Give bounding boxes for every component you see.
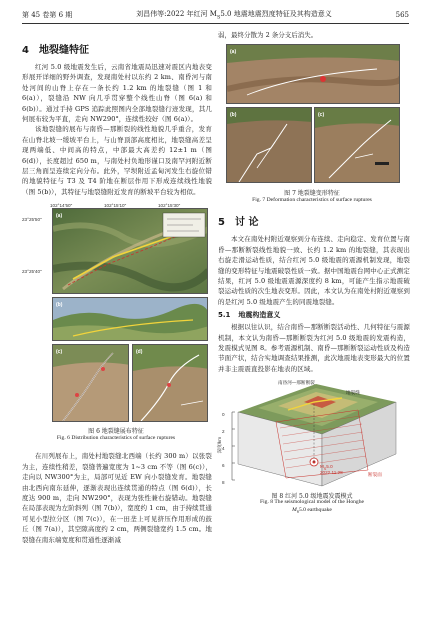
satellite-image-panel <box>52 208 208 294</box>
longitude-label: 102°15'10" <box>104 203 127 209</box>
panel-label: (c) <box>56 349 63 356</box>
photo-panel-b <box>226 107 312 183</box>
panel-label: (a) <box>56 213 63 220</box>
section-heading-5: 5 讨 论 <box>218 217 259 229</box>
fault-label: 南昏河—那断断裂 <box>278 380 315 386</box>
figure-7-caption: 图 7 地裂缝变形特征 <box>284 190 340 198</box>
landscape-photo <box>53 298 208 341</box>
figure-8-caption-en: Fig. 8 The seismological model of the Honghe $M_S5.0$ earthquake <box>260 499 364 514</box>
figure-6 <box>22 201 210 448</box>
event-date: 2022.11.28 <box>320 470 343 476</box>
subsection-heading-5-1: 5.1 地震构造意义 <box>218 311 281 320</box>
paragraph: 该地裂缝的展布与南昏—那断裂的线性地貌几乎重合，发育在山脊北坡一缓坡平台上，与山脊顶部高度相比，地裂缝高差呈现两端低、中间高的特点，中部最大高差约 12±1 m（图 6(d)），长度超过 650 m，与南处村负地形谨口及南罕河附近断层三角面呈连续定向分布。此外，罕坝附近孟甸河发生右旋位错的地貌特征与 T3 及 T4 阶地在断层作用下形成连续线性地貌（图 5(b)），其特征与地裂缝附近发育的断坡平台较为相似。 <box>22 125 212 196</box>
page-number: 565 <box>395 11 409 19</box>
event-label: $M_S5.0$ <box>320 464 333 472</box>
figure-8 <box>218 378 406 513</box>
ground-crack-photo <box>133 345 208 422</box>
depth-tick: 4 <box>222 446 225 452</box>
figure-6-caption-en: Fig. 6 Distribution characteristics of surface ruptures <box>56 435 176 442</box>
latitude-label: 23°25'40" <box>22 269 42 275</box>
paragraph: 本文在南处村附近观察到分布连续、走向稳定、发育位置与南昏—那断断裂线性地貌一致、长约 1.2 km 的地裂缝，其表现出右旋走滑运动性质，结合红河 5.0 级地震的震源机制发现，地裂缝的变形特征与地震破裂性质一致。据中国地震台网中心正式测定结果，红河 5.0 级地震震源深度约 8 km，可能产生指示地震破裂运动性质的次生地表变形。因此，本文认为在南处村附近观察到的是红河 5.0 级地震产生的同震地裂缝。 <box>218 235 410 306</box>
panel-label: (b) <box>56 302 63 309</box>
paragraph: 在川列展布上，南处村地裂缝北西端（长约 300 m）以张裂为主，连续性稍差，裂缝普遍宽度为 1~3 cm 不等（图 6(c)），走向以 NW300°为主，局部可见近 EW 向小裂缝发育。地裂缝由北西向南东延伸，逐渐表现出连续贯通的特点（图 6(d)），长度达 900 m，走向 NW290°，表现为张性兼右旋错动。地裂缝在局部表现为左阶斜列（图 7(b)），宽度约 1 cm，由于持续贯通可见小型拉分区（图 7(c)），在一田垄上可见挤压作用形成的鼓丘（图 7(a)），其空隙高度约 2 cm，两侧裂缝宽约 1.5 cm。地裂缝在南东端宽度和贯通性逐渐减 <box>22 452 212 544</box>
paragraph: 根据以往认识，结合南昏—那断断裂活动性、几何特征与震源机制，本文认为南昏—那断断裂为红河 5.0 级地震的发震构造，发震模式见图 8。参考震源机制、南昏—那断断裂运动性质及构造节面产状，结合实地调查结果推测，此次地震地表变形最大的位置并非主震震直投影在地表的区域。 <box>218 323 410 373</box>
longitude-label: 102°15'30" <box>158 203 181 209</box>
longitude-label: 102°14'50" <box>50 203 73 209</box>
field-photo <box>227 108 312 183</box>
panel-label: (d) <box>136 349 143 356</box>
ground-crack-photo <box>53 345 129 422</box>
depth-tick: 8 <box>222 480 225 486</box>
paragraph-continuation: 弱，最终分散为 2 条分支后消失。 <box>218 31 318 39</box>
running-header <box>22 10 409 24</box>
figure-6-caption: 图 6 地裂缝展布特征 <box>88 428 144 436</box>
panel-label: (b) <box>230 112 237 119</box>
rupture-label: 地裂缝 <box>346 390 360 396</box>
photo-panel-a <box>226 44 400 104</box>
paragraph: 红河 5.0 级地震发生后，云南省地震局迅速对震区内地表变形展开详细的野外调查，发现南处村以东约 2 km、南昏河与南处河间的山脊上存在一条长约 1.2 km 的地裂缝（图 1 和 6(a)），裂缝沿 NW 向几乎贯穿整个线性山脊（图 6(a) 和 6(b)）。通过手持 GPS 追踪此照图内全部地裂缝行迹发现，其几何展布较为平直，走向 NW290°，连续性较好（图 6(a)）。 <box>22 63 212 124</box>
figure-8-caption: 图 8 红河 5.0 级地震发震模式 <box>271 493 353 501</box>
photo-panel-d <box>132 344 208 422</box>
latitude-label: 23°25'50" <box>22 217 42 223</box>
photo-panel-c <box>314 107 400 183</box>
figure-7 <box>218 42 406 210</box>
photo-panel-b <box>52 297 208 341</box>
depth-tick: 2 <box>222 429 225 435</box>
field-photo <box>315 108 400 183</box>
depth-axis-label: 深度/km <box>217 437 223 454</box>
right-column <box>218 30 410 621</box>
panel-label: (a) <box>230 49 237 56</box>
fault-plane-label: 断裂面 <box>368 472 382 478</box>
photo-panel-c <box>52 344 129 422</box>
satellite-image <box>53 209 208 294</box>
section-heading-4: 4 地裂缝特征 <box>22 45 89 56</box>
depth-tick: 0 <box>222 412 225 418</box>
figure-7-caption-en: Fig. 7 Deformation characteristics of surface ruptures <box>252 197 372 204</box>
journal-volume: 第 45 卷第 6 期 <box>22 11 73 19</box>
left-column <box>22 30 212 621</box>
running-title: 刘昌伟等:2022 年红河 $M_S5.0$ 地震地震烈度特征及其构造意义 <box>136 10 332 21</box>
field-photo <box>227 45 400 104</box>
depth-tick: 6 <box>222 463 225 469</box>
panel-label: (c) <box>318 112 325 119</box>
